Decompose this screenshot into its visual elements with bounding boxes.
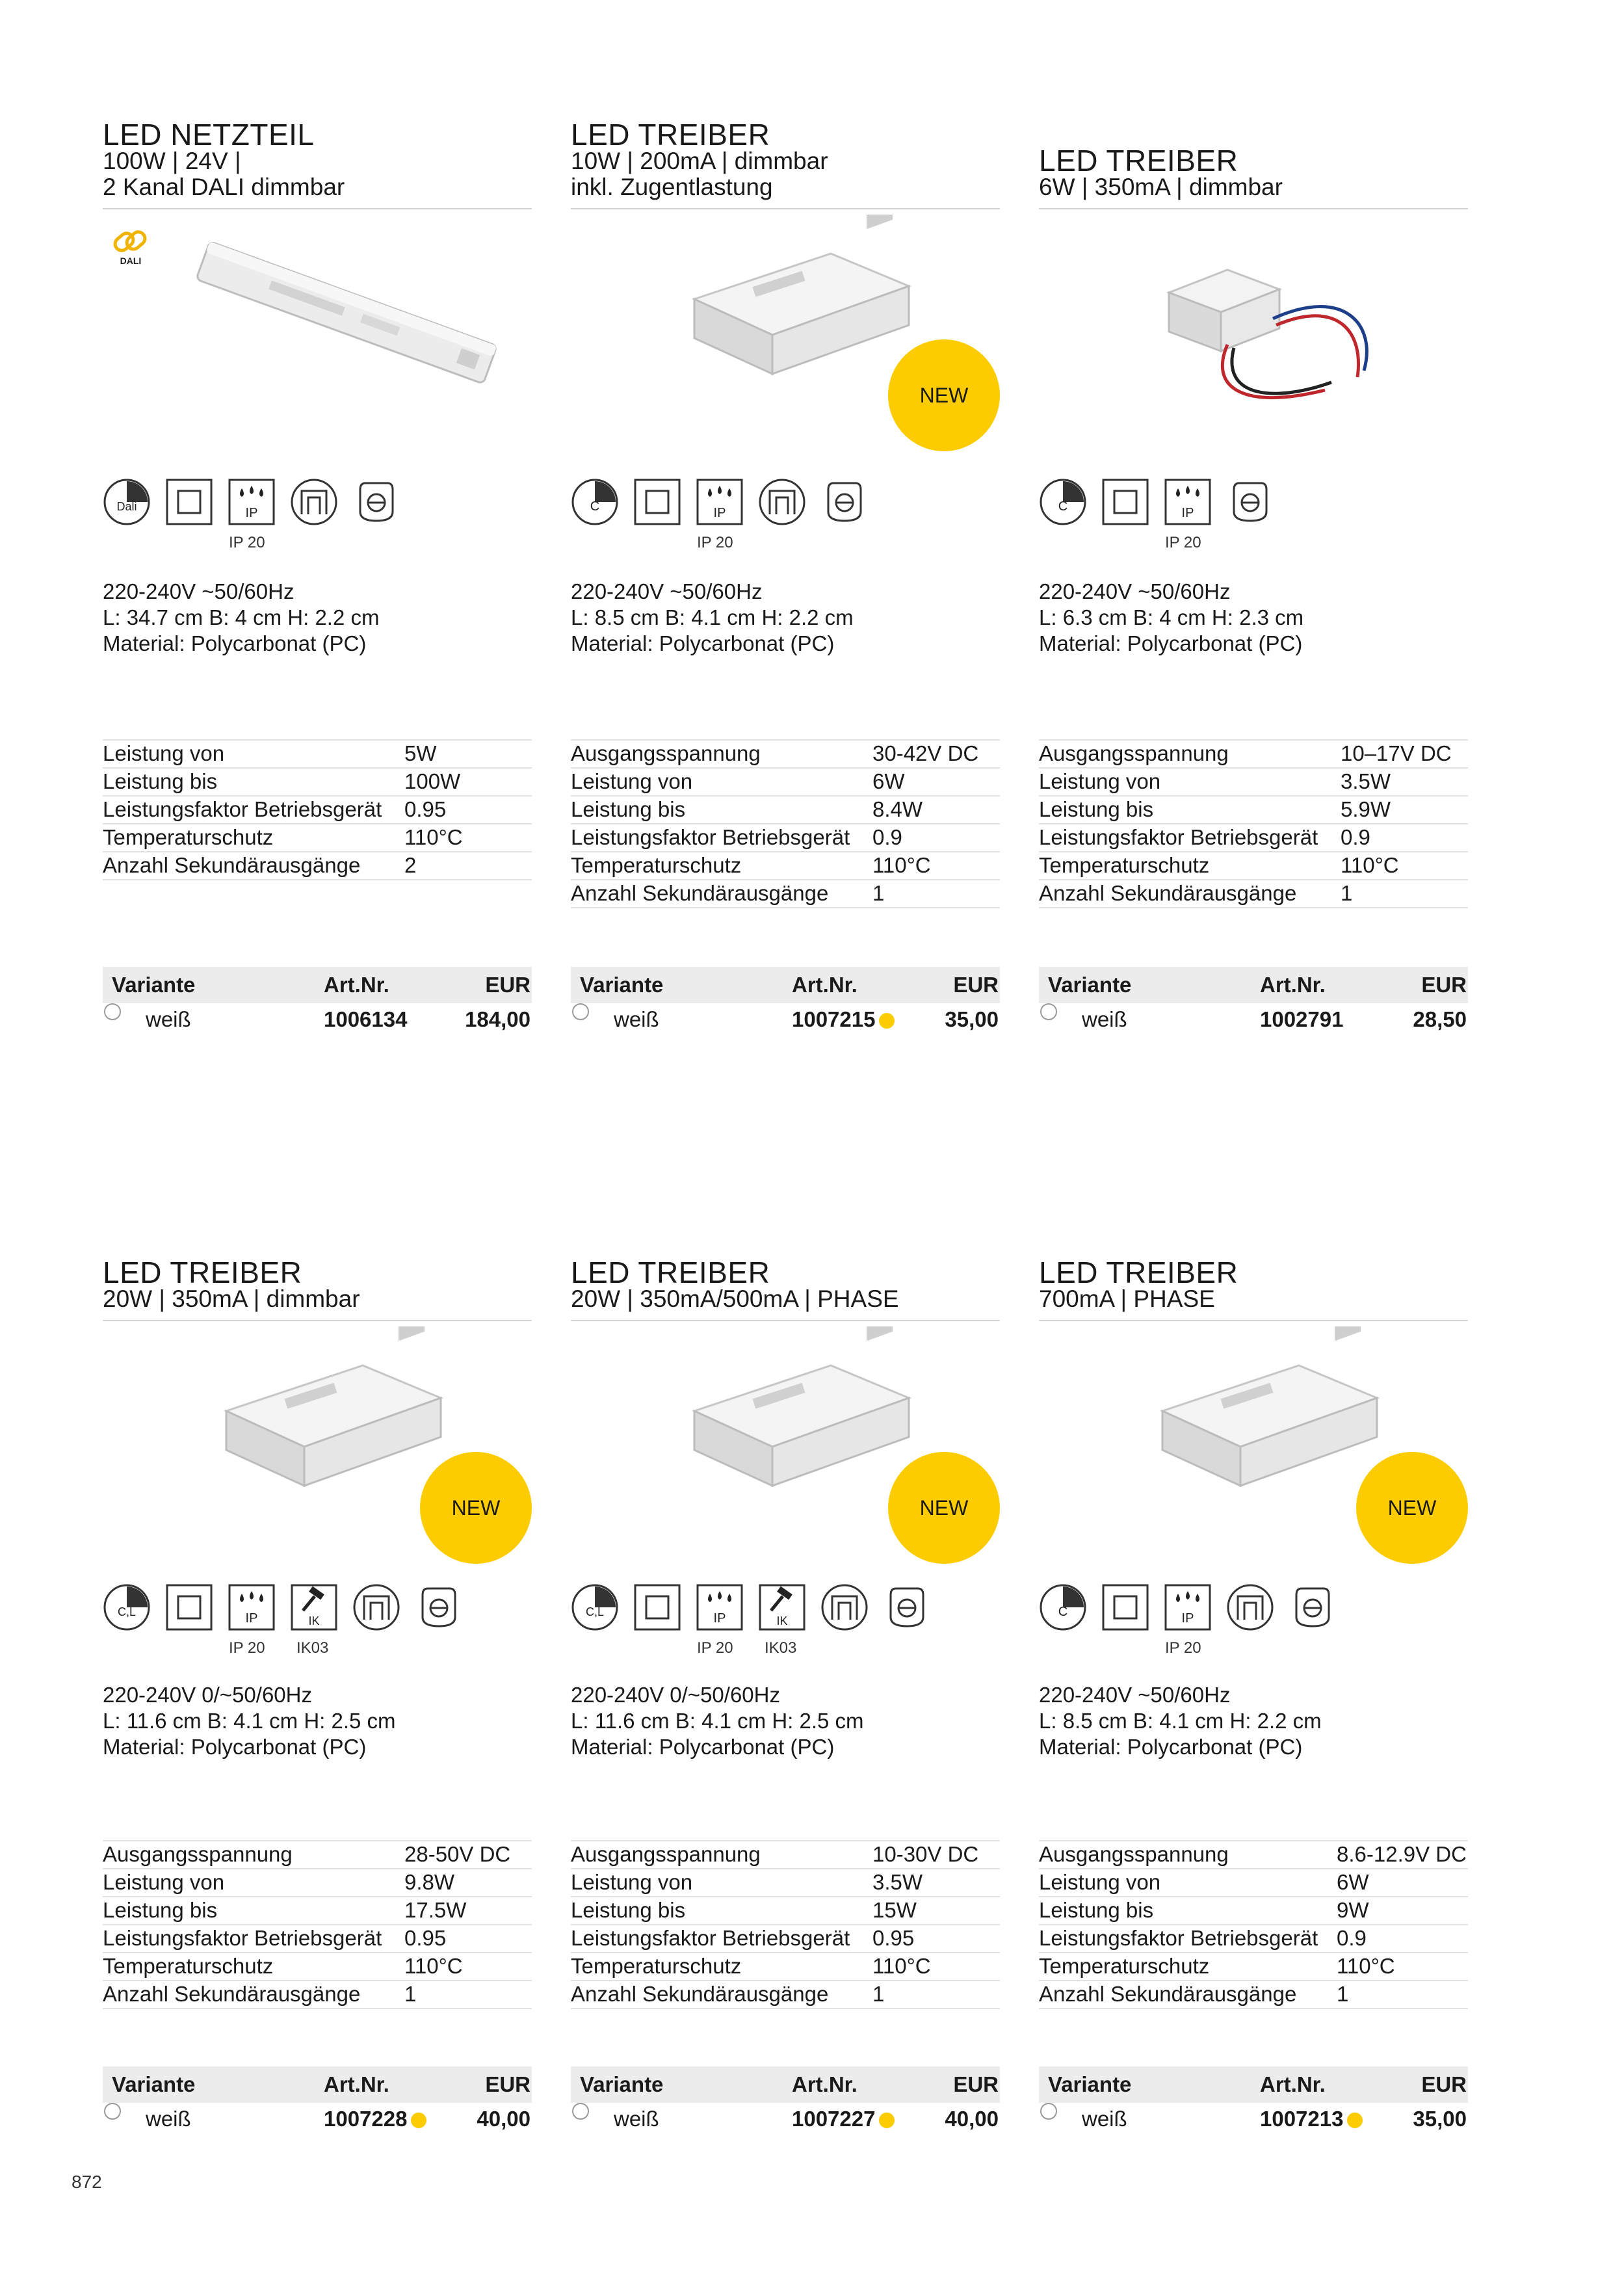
variant-table-header bbox=[103, 2066, 532, 2103]
product-subtitle: 6W | 350mA | dimmbar bbox=[1039, 174, 1283, 200]
property-label: Leistungsfaktor Betriebsgerät bbox=[103, 1926, 382, 1950]
spec-line: L: 11.6 cm B: 4.1 cm H: 2.5 cm bbox=[571, 1709, 864, 1733]
property-row bbox=[103, 739, 532, 767]
variant-radio[interactable] bbox=[104, 1003, 121, 1020]
property-label: Leistungsfaktor Betriebsgerät bbox=[103, 797, 382, 821]
heading-divider bbox=[103, 208, 532, 209]
property-value: 9.8W bbox=[404, 1870, 455, 1894]
article-number bbox=[792, 2103, 895, 2135]
heading-divider bbox=[103, 1320, 532, 1321]
property-label: Leistung bis bbox=[571, 797, 686, 821]
variant-radio[interactable] bbox=[104, 2103, 121, 2120]
led-module-icon bbox=[820, 478, 869, 526]
product-card bbox=[103, 1222, 532, 2146]
price: 35,00 bbox=[1413, 2107, 1467, 2131]
variant-row[interactable] bbox=[571, 2103, 1000, 2135]
product-heading bbox=[571, 1256, 899, 1312]
variant-table-header bbox=[1039, 2066, 1468, 2103]
property-row bbox=[1039, 823, 1468, 851]
variant-table-header bbox=[103, 967, 532, 1003]
new-badge: NEW bbox=[1356, 1452, 1468, 1564]
ik-rating-icon bbox=[758, 1583, 806, 1631]
spec-line: Material: Polycarbonat (PC) bbox=[103, 631, 367, 655]
property-value: 17.5W bbox=[404, 1898, 467, 1922]
ip-caption: IP 20 bbox=[1165, 1639, 1201, 1657]
built-in-icon bbox=[1226, 1583, 1274, 1631]
product-subtitle: inkl. Zugentlastung bbox=[571, 174, 773, 200]
price: 40,00 bbox=[945, 2107, 999, 2131]
heading-divider bbox=[571, 208, 1000, 209]
article-number bbox=[324, 1003, 407, 1036]
property-label: Temperaturschutz bbox=[571, 853, 742, 877]
property-value: 5W bbox=[404, 741, 437, 765]
ip-caption: IP 20 bbox=[229, 1639, 265, 1657]
ip-caption: IP 20 bbox=[697, 534, 733, 551]
built-in-icon bbox=[290, 478, 338, 526]
article-number-text: 1002791 bbox=[1260, 1007, 1344, 1031]
svg-text:C: C bbox=[590, 499, 600, 514]
variant-radio[interactable] bbox=[1040, 1003, 1057, 1020]
property-value: 110°C bbox=[872, 853, 931, 877]
dali-dimmable-icon bbox=[103, 478, 151, 526]
property-label: Anzahl Sekundärausgänge bbox=[103, 1982, 361, 2006]
ik-caption: IK03 bbox=[765, 1639, 797, 1657]
property-row bbox=[103, 823, 532, 851]
protection-class-icon bbox=[633, 1583, 681, 1631]
property-label: Leistung bis bbox=[1039, 1898, 1154, 1922]
property-row bbox=[1039, 879, 1468, 908]
property-value: 28-50V DC bbox=[404, 1842, 511, 1866]
property-row bbox=[103, 767, 532, 795]
feature-icons bbox=[1039, 478, 1468, 556]
property-row bbox=[571, 795, 1000, 823]
properties-table bbox=[1039, 1840, 1468, 2009]
property-row bbox=[571, 767, 1000, 795]
property-value: 8.4W bbox=[872, 797, 923, 821]
article-number-text: 1007228 bbox=[324, 2107, 408, 2131]
property-value: 0.95 bbox=[872, 1926, 915, 1950]
product-card bbox=[1039, 111, 1468, 1034]
variant-column-header: Variante bbox=[112, 973, 196, 997]
spec-line: Material: Polycarbonat (PC) bbox=[1039, 631, 1303, 655]
property-label: Ausgangsspannung bbox=[1039, 741, 1229, 765]
protection-class-icon bbox=[165, 1583, 213, 1631]
property-value: 1 bbox=[872, 1982, 885, 2006]
protection-class-icon bbox=[1101, 1583, 1149, 1631]
spec-line: Material: Polycarbonat (PC) bbox=[103, 1735, 367, 1759]
property-label: Ausgangsspannung bbox=[1039, 1842, 1229, 1866]
built-in-icon bbox=[758, 478, 806, 526]
new-badge: NEW bbox=[888, 339, 1000, 451]
property-value: 10–17V DC bbox=[1341, 741, 1452, 765]
new-indicator-dot bbox=[1347, 2113, 1363, 2128]
variant-name: weiß bbox=[1082, 2107, 1127, 2131]
variant-row[interactable] bbox=[571, 1003, 1000, 1036]
property-value: 2 bbox=[404, 853, 417, 877]
dimmable-c-icon bbox=[1039, 478, 1087, 526]
property-row bbox=[1039, 1896, 1468, 1924]
article-number bbox=[1260, 2103, 1363, 2135]
property-label: Leistungsfaktor Betriebsgerät bbox=[1039, 825, 1318, 849]
ip-caption: IP 20 bbox=[1165, 534, 1201, 551]
feature-icons bbox=[571, 1583, 1000, 1661]
protection-class-icon bbox=[633, 478, 681, 526]
ip-rating-icon bbox=[228, 1583, 276, 1631]
product-card bbox=[571, 111, 1000, 1034]
ip-rating-icon bbox=[1164, 478, 1212, 526]
property-row bbox=[1039, 739, 1468, 767]
property-row bbox=[103, 1980, 532, 2009]
properties-table bbox=[103, 739, 532, 880]
svg-text:C: C bbox=[1058, 499, 1068, 514]
property-label: Leistung bis bbox=[571, 1898, 686, 1922]
price: 40,00 bbox=[477, 2107, 530, 2131]
feature-icons bbox=[103, 478, 532, 556]
protection-class-icon bbox=[165, 478, 213, 526]
property-row bbox=[1039, 767, 1468, 795]
svg-text:IK: IK bbox=[308, 1614, 320, 1627]
technical-specs bbox=[103, 579, 379, 657]
property-label: Leistung bis bbox=[103, 1898, 218, 1922]
dimmable-cl-icon bbox=[103, 1583, 151, 1631]
variant-row[interactable] bbox=[103, 1003, 532, 1036]
properties-table bbox=[1039, 739, 1468, 908]
variant-column-header: Variante bbox=[580, 2072, 664, 2096]
led-module-icon bbox=[1226, 478, 1274, 526]
product-title: LED TREIBER bbox=[571, 118, 770, 151]
new-indicator-dot bbox=[879, 1013, 895, 1029]
variant-radio[interactable] bbox=[572, 2103, 589, 2120]
variant-name: weiß bbox=[1082, 1007, 1127, 1031]
variant-column-header: Variante bbox=[1048, 2072, 1132, 2096]
art-nr-column-header: Art.Nr. bbox=[324, 2072, 389, 2096]
dali-logo bbox=[109, 222, 155, 271]
property-label: Anzahl Sekundärausgänge bbox=[571, 881, 829, 905]
eur-column-header: EUR bbox=[953, 973, 999, 997]
property-label: Leistungsfaktor Betriebsgerät bbox=[1039, 1926, 1318, 1950]
property-row bbox=[103, 1840, 532, 1868]
spec-line: L: 8.5 cm B: 4.1 cm H: 2.2 cm bbox=[571, 605, 854, 629]
property-value: 1 bbox=[872, 881, 885, 905]
property-label: Leistung von bbox=[1039, 769, 1161, 793]
built-in-icon bbox=[352, 1583, 400, 1631]
property-value: 110°C bbox=[1341, 853, 1399, 877]
variant-name: weiß bbox=[146, 2107, 191, 2131]
property-label: Anzahl Sekundärausgänge bbox=[1039, 1982, 1297, 2006]
property-value: 10-30V DC bbox=[872, 1842, 979, 1866]
variant-name: weiß bbox=[146, 1007, 191, 1031]
property-row bbox=[1039, 1952, 1468, 1980]
new-badge: NEW bbox=[888, 1452, 1000, 1564]
property-row bbox=[1039, 1980, 1468, 2009]
property-value: 1 bbox=[1337, 1982, 1349, 2006]
product-heading bbox=[103, 118, 345, 200]
article-number-text: 1006134 bbox=[324, 1007, 408, 1031]
property-label: Temperaturschutz bbox=[1039, 1954, 1210, 1978]
eur-column-header: EUR bbox=[1421, 973, 1467, 997]
technical-specs bbox=[1039, 1682, 1322, 1760]
property-row bbox=[1039, 1840, 1468, 1868]
property-label: Temperaturschutz bbox=[571, 1954, 742, 1978]
property-label: Temperaturschutz bbox=[103, 825, 274, 849]
product-title: LED NETZTEIL bbox=[103, 118, 315, 151]
property-row bbox=[1039, 795, 1468, 823]
variant-row[interactable] bbox=[103, 2103, 532, 2135]
properties-table bbox=[571, 739, 1000, 908]
product-card bbox=[1039, 1222, 1468, 2146]
variant-table-header bbox=[1039, 967, 1468, 1003]
variant-name: weiß bbox=[614, 2107, 659, 2131]
product-subtitle: 2 Kanal DALI dimmbar bbox=[103, 174, 345, 200]
heading-divider bbox=[571, 1320, 1000, 1321]
art-nr-column-header: Art.Nr. bbox=[792, 973, 858, 997]
property-label: Temperaturschutz bbox=[1039, 853, 1210, 877]
property-value: 1 bbox=[404, 1982, 417, 2006]
dimmable-c-icon bbox=[571, 478, 619, 526]
ik-rating-icon bbox=[290, 1583, 338, 1631]
product-title: LED TREIBER bbox=[571, 1256, 770, 1289]
property-label: Leistung bis bbox=[103, 769, 218, 793]
product-subtitle: 100W | 24V | bbox=[103, 148, 241, 174]
property-label: Ausgangsspannung bbox=[571, 1842, 761, 1866]
variant-row[interactable] bbox=[1039, 1003, 1468, 1036]
property-row bbox=[571, 1980, 1000, 2009]
property-row bbox=[571, 1868, 1000, 1896]
property-value: 15W bbox=[872, 1898, 917, 1922]
product-heading bbox=[571, 118, 828, 200]
ip-caption: IP 20 bbox=[697, 1639, 733, 1657]
property-value: 3.5W bbox=[872, 1870, 923, 1894]
property-label: Anzahl Sekundärausgänge bbox=[1039, 881, 1297, 905]
properties-table bbox=[103, 1840, 532, 2009]
property-value: 0.9 bbox=[1337, 1926, 1367, 1950]
property-value: 30-42V DC bbox=[872, 741, 979, 765]
product-heading bbox=[1039, 144, 1283, 200]
article-number bbox=[792, 1003, 895, 1036]
variant-name: weiß bbox=[614, 1007, 659, 1031]
spec-line: Material: Polycarbonat (PC) bbox=[571, 1735, 835, 1759]
spec-line: 220-240V 0/~50/60Hz bbox=[571, 1683, 780, 1707]
svg-text:C,L: C,L bbox=[117, 1605, 137, 1618]
property-value: 110°C bbox=[404, 1954, 463, 1978]
property-label: Ausgangsspannung bbox=[571, 741, 761, 765]
new-indicator-dot bbox=[411, 2113, 426, 2128]
property-value: 6W bbox=[1337, 1870, 1369, 1894]
svg-text:IP: IP bbox=[245, 1611, 258, 1626]
variant-table-header bbox=[571, 967, 1000, 1003]
technical-specs bbox=[103, 1682, 396, 1760]
ik-caption: IK03 bbox=[296, 1639, 329, 1657]
product-heading bbox=[103, 1256, 360, 1312]
variant-radio[interactable] bbox=[572, 1003, 589, 1020]
svg-text:Dali: Dali bbox=[116, 500, 137, 513]
spec-line: L: 34.7 cm B: 4 cm H: 2.2 cm bbox=[103, 605, 380, 629]
product-image bbox=[1039, 215, 1468, 410]
technical-specs bbox=[1039, 579, 1303, 657]
art-nr-column-header: Art.Nr. bbox=[1260, 2072, 1326, 2096]
ip-caption: IP 20 bbox=[229, 534, 265, 551]
property-row bbox=[571, 823, 1000, 851]
article-number-text: 1007227 bbox=[792, 2107, 876, 2131]
article-number bbox=[324, 2103, 426, 2135]
property-row bbox=[103, 1924, 532, 1952]
spec-line: Material: Polycarbonat (PC) bbox=[1039, 1735, 1303, 1759]
feature-icons bbox=[1039, 1583, 1468, 1661]
product-title: LED TREIBER bbox=[1039, 144, 1238, 178]
property-row bbox=[103, 851, 532, 880]
variant-row[interactable] bbox=[1039, 2103, 1468, 2135]
price: 28,50 bbox=[1413, 1007, 1467, 1031]
property-value: 110°C bbox=[404, 825, 463, 849]
property-value: 100W bbox=[404, 769, 461, 793]
property-value: 8.6-12.9V DC bbox=[1337, 1842, 1467, 1866]
variant-column-header: Variante bbox=[112, 2072, 196, 2096]
property-row bbox=[1039, 851, 1468, 879]
svg-text:IP: IP bbox=[1181, 1611, 1194, 1626]
heading-divider bbox=[1039, 1320, 1468, 1321]
property-row bbox=[571, 1896, 1000, 1924]
property-value: 110°C bbox=[872, 1954, 931, 1978]
product-image bbox=[103, 215, 532, 410]
product-subtitle: 10W | 200mA | dimmbar bbox=[571, 148, 828, 174]
art-nr-column-header: Art.Nr. bbox=[1260, 973, 1326, 997]
svg-text:C: C bbox=[1058, 1605, 1068, 1619]
protection-class-icon bbox=[1101, 478, 1149, 526]
svg-text:IP: IP bbox=[713, 1611, 726, 1626]
property-row bbox=[103, 1896, 532, 1924]
feature-icons bbox=[571, 478, 1000, 556]
property-row bbox=[571, 1840, 1000, 1868]
new-indicator-dot bbox=[879, 2113, 895, 2128]
art-nr-column-header: Art.Nr. bbox=[324, 973, 389, 997]
product-title: LED TREIBER bbox=[103, 1256, 302, 1289]
page-number: 872 bbox=[72, 2172, 102, 2192]
svg-text:IP: IP bbox=[245, 506, 258, 520]
property-row bbox=[571, 851, 1000, 879]
property-value: 1 bbox=[1341, 881, 1353, 905]
led-module-icon bbox=[415, 1583, 463, 1631]
ip-rating-icon bbox=[696, 478, 744, 526]
property-label: Temperaturschutz bbox=[103, 1954, 274, 1978]
property-row bbox=[571, 879, 1000, 908]
technical-specs bbox=[571, 1682, 864, 1760]
art-nr-column-header: Art.Nr. bbox=[792, 2072, 858, 2096]
property-row bbox=[1039, 1868, 1468, 1896]
technical-specs bbox=[571, 579, 854, 657]
property-value: 0.95 bbox=[404, 797, 447, 821]
article-number bbox=[1260, 1003, 1343, 1036]
property-value: 5.9W bbox=[1341, 797, 1391, 821]
spec-line: 220-240V ~50/60Hz bbox=[103, 579, 295, 603]
product-card bbox=[103, 111, 532, 1034]
property-row bbox=[103, 1952, 532, 1980]
property-row bbox=[1039, 1924, 1468, 1952]
product-subtitle: 700mA | PHASE bbox=[1039, 1285, 1215, 1312]
product-heading bbox=[1039, 1256, 1238, 1312]
spec-line: 220-240V ~50/60Hz bbox=[1039, 579, 1231, 603]
property-row bbox=[571, 739, 1000, 767]
article-number-text: 1007215 bbox=[792, 1007, 876, 1031]
property-row bbox=[571, 1952, 1000, 1980]
built-in-icon bbox=[820, 1583, 869, 1631]
variant-column-header: Variante bbox=[1048, 973, 1132, 997]
eur-column-header: EUR bbox=[485, 2072, 530, 2096]
property-label: Leistung von bbox=[571, 769, 693, 793]
svg-text:IK: IK bbox=[776, 1614, 788, 1627]
new-badge: NEW bbox=[420, 1452, 532, 1564]
product-subtitle: 20W | 350mA | dimmbar bbox=[103, 1285, 360, 1312]
property-value: 6W bbox=[872, 769, 905, 793]
eur-column-header: EUR bbox=[1421, 2072, 1467, 2096]
svg-text:DALI: DALI bbox=[120, 256, 142, 266]
property-label: Ausgangsspannung bbox=[103, 1842, 293, 1866]
property-label: Leistung von bbox=[1039, 1870, 1161, 1894]
property-label: Leistung von bbox=[103, 741, 225, 765]
led-module-icon bbox=[352, 478, 400, 526]
ip-rating-icon bbox=[1164, 1583, 1212, 1631]
svg-text:C,L: C,L bbox=[585, 1605, 605, 1618]
dimmable-cl-icon bbox=[571, 1583, 619, 1631]
ip-rating-icon bbox=[696, 1583, 744, 1631]
product-title: LED TREIBER bbox=[1039, 1256, 1238, 1289]
property-value: 0.9 bbox=[872, 825, 902, 849]
property-row bbox=[103, 1868, 532, 1896]
property-value: 0.95 bbox=[404, 1926, 447, 1950]
svg-text:IP: IP bbox=[1181, 506, 1194, 520]
feature-icons bbox=[103, 1583, 532, 1661]
variant-table-header bbox=[571, 2066, 1000, 2103]
eur-column-header: EUR bbox=[953, 2072, 999, 2096]
spec-line: 220-240V 0/~50/60Hz bbox=[103, 1683, 312, 1707]
article-number-text: 1007213 bbox=[1260, 2107, 1344, 2131]
price: 184,00 bbox=[465, 1007, 530, 1031]
price: 35,00 bbox=[945, 1007, 999, 1031]
property-row bbox=[103, 795, 532, 823]
spec-line: L: 8.5 cm B: 4.1 cm H: 2.2 cm bbox=[1039, 1709, 1322, 1733]
led-module-icon bbox=[883, 1583, 931, 1631]
variant-column-header: Variante bbox=[580, 973, 664, 997]
properties-table bbox=[571, 1840, 1000, 2009]
product-subtitle: 20W | 350mA/500mA | PHASE bbox=[571, 1285, 899, 1312]
ip-rating-icon bbox=[228, 478, 276, 526]
property-value: 110°C bbox=[1337, 1954, 1395, 1978]
product-card bbox=[571, 1222, 1000, 2146]
spec-line: Material: Polycarbonat (PC) bbox=[571, 631, 835, 655]
property-label: Leistung von bbox=[571, 1870, 693, 1894]
led-module-icon bbox=[1289, 1583, 1337, 1631]
spec-line: L: 6.3 cm B: 4 cm H: 2.3 cm bbox=[1039, 605, 1304, 629]
spec-line: L: 11.6 cm B: 4.1 cm H: 2.5 cm bbox=[103, 1709, 396, 1733]
property-label: Anzahl Sekundärausgänge bbox=[103, 853, 361, 877]
property-label: Anzahl Sekundärausgänge bbox=[571, 1982, 829, 2006]
spec-line: 220-240V ~50/60Hz bbox=[571, 579, 763, 603]
property-label: Leistung bis bbox=[1039, 797, 1154, 821]
spec-line: 220-240V ~50/60Hz bbox=[1039, 1683, 1231, 1707]
heading-divider bbox=[1039, 208, 1468, 209]
property-row bbox=[571, 1924, 1000, 1952]
property-value: 0.9 bbox=[1341, 825, 1370, 849]
property-label: Leistung von bbox=[103, 1870, 225, 1894]
property-label: Leistungsfaktor Betriebsgerät bbox=[571, 825, 850, 849]
svg-text:IP: IP bbox=[713, 506, 726, 520]
property-label: Leistungsfaktor Betriebsgerät bbox=[571, 1926, 850, 1950]
eur-column-header: EUR bbox=[485, 973, 530, 997]
property-value: 3.5W bbox=[1341, 769, 1391, 793]
dimmable-c-icon bbox=[1039, 1583, 1087, 1631]
property-value: 9W bbox=[1337, 1898, 1369, 1922]
variant-radio[interactable] bbox=[1040, 2103, 1057, 2120]
